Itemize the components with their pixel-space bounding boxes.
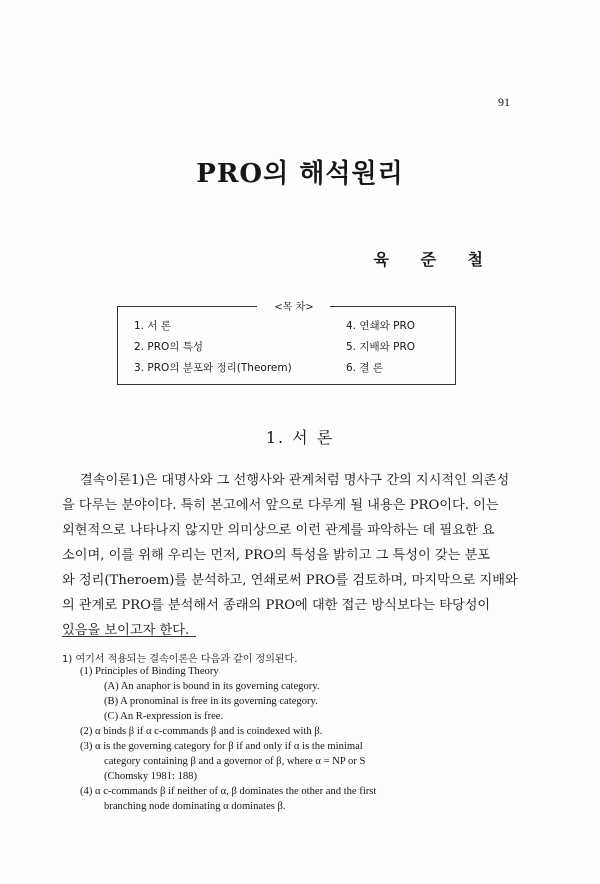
body-line: 있음을 보이고자 한다. xyxy=(62,623,190,638)
toc-item: 3. PRO의 분포와 정리(Theorem) xyxy=(134,362,292,374)
toc-border-left xyxy=(117,306,257,307)
toc-item: 6. 결 론 xyxy=(346,362,383,374)
toc-item: 5. 지배와 PRO xyxy=(346,341,416,353)
footnote-line: (3) α is the governing category for β if and only if α is the minimal xyxy=(80,741,363,752)
page-number: 91 xyxy=(498,95,510,109)
section-heading-text: 1. 서 론 xyxy=(265,428,335,447)
toc-item: 1. 서 론 xyxy=(134,320,171,332)
footnote-line: (Chomsky 1981: 188) xyxy=(104,771,197,782)
toc-item: 4. 연쇄와 PRO xyxy=(346,320,416,332)
footnote-line: (C) An R-expression is free. xyxy=(104,711,224,722)
body-line: 외현적으로 나타나지 않지만 의미상으로 이런 관계를 파악하는 데 필요한 요 xyxy=(62,523,495,538)
body-line: 의 관계로 PRO를 분석해서 종래의 PRO에 대한 접근 방식보다는 타당성이 xyxy=(62,598,491,613)
section-heading xyxy=(0,425,600,448)
footnote-rule xyxy=(62,636,196,637)
paper-title: PRO의 해석원리 xyxy=(196,159,404,189)
body-line: 와 정리(Theroem)를 분석하고, 연쇄로써 PRO를 검토하며, 마지막으로 지배와 xyxy=(62,573,518,588)
body-line: 을 다루는 분야이다. 특히 본고에서 앞으로 다루게 될 내용은 PRO이다. 이는 xyxy=(62,498,499,513)
footnote-line: category containing β and a governor of β, where α = NP or S xyxy=(104,756,366,767)
toc-item: 2. PRO의 특성 xyxy=(134,341,204,353)
body-line: 소이며, 이를 위해 우리는 먼저, PRO의 특성을 밝히고 그 특성이 갖는 분포 xyxy=(62,548,491,563)
footnote-line: branching node dominating α dominates β. xyxy=(104,801,286,812)
footnote-line: (A) An anaphor is bound in its governing category. xyxy=(104,681,320,692)
footnote-line: (1) Principles of Binding Theory xyxy=(80,666,219,677)
toc-border-right xyxy=(330,306,455,307)
footnote-line: (2) α binds β if α c-commands β and is coindexed with β. xyxy=(80,726,323,737)
toc-heading: <목 차> xyxy=(258,298,330,313)
footnote-intro: 1) 여기서 적용되는 결속이론은 다음과 같이 정의된다. xyxy=(62,654,298,665)
footnote-line: (B) A pronominal is free in its governing category. xyxy=(104,696,318,707)
author-name: 육 준 철 xyxy=(373,250,496,269)
footnote-line: (4) α c-commands β if neither of α, β dominates the other and the first xyxy=(80,786,377,797)
body-line: 결속이론1)은 대명사와 그 선행사와 관계처럼 명사구 간의 지시적인 의존성 xyxy=(80,473,510,488)
